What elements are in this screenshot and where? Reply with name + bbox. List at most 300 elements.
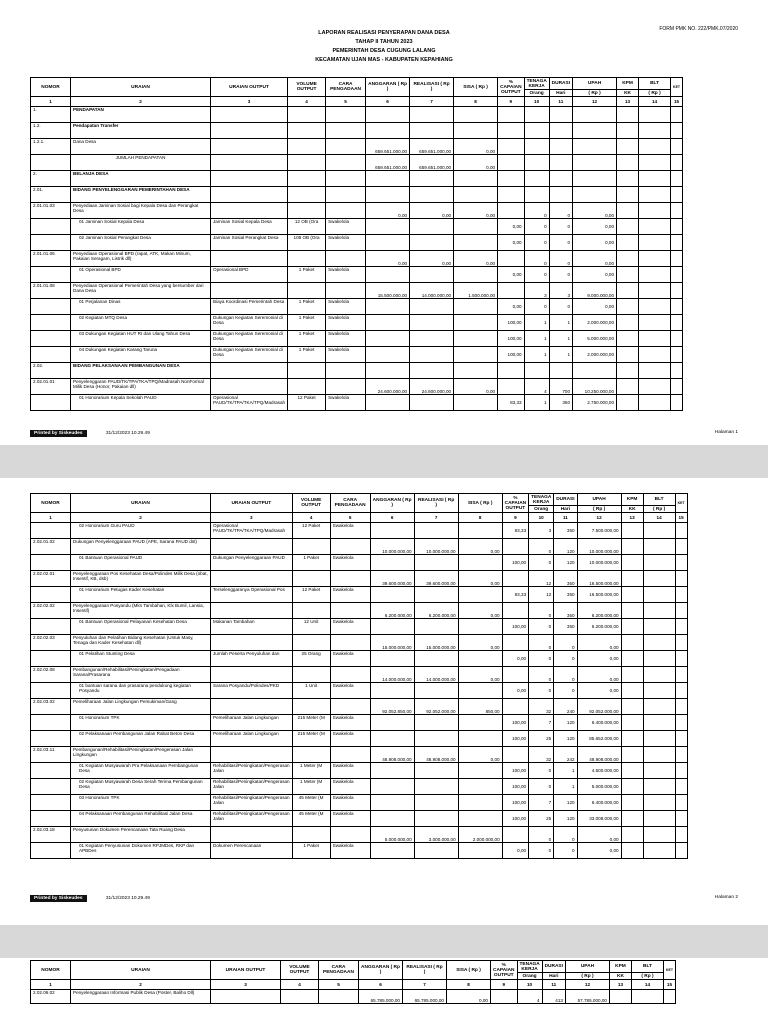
cell-sisa xyxy=(454,331,498,347)
cell-sisa xyxy=(454,363,498,379)
cell-no: 2.02.02.02 xyxy=(31,603,71,619)
cell-cara xyxy=(326,363,366,379)
cell-no xyxy=(31,763,71,779)
cell-dur: 413 xyxy=(542,990,565,1004)
header-upah-unit: ( Rp ) xyxy=(577,506,621,513)
cell-real xyxy=(410,187,454,203)
print-timestamp: 31/12/2023 10.29.49 xyxy=(105,896,150,901)
cell-ur: 01 Operasional BPD xyxy=(71,267,211,283)
cell-blt xyxy=(639,379,671,395)
cell-vol: 1 Paket xyxy=(292,843,330,859)
cell-cara: Swakelola xyxy=(330,619,370,635)
column-number: 11 xyxy=(554,513,577,523)
cell-cara xyxy=(326,107,366,123)
title-line-1: LAPORAN REALISASI PENYERAPAN DANA DESA xyxy=(318,30,450,36)
cell-real: 24.600.000,00 xyxy=(410,379,454,395)
cell-no xyxy=(31,811,71,827)
column-number: 7 xyxy=(403,980,447,990)
cell-out xyxy=(211,747,293,763)
cell-ang xyxy=(366,395,410,411)
cell-cap: 0,00 xyxy=(498,299,525,315)
cell-ket xyxy=(671,235,683,251)
header-uraian: URAIAN xyxy=(71,494,211,513)
cell-no xyxy=(31,779,71,795)
cell-tk xyxy=(524,155,549,171)
cell-cap xyxy=(498,171,525,187)
column-number-row xyxy=(31,97,683,107)
column-number: 1 xyxy=(31,513,71,523)
cell-blt xyxy=(639,123,671,139)
cell-sisa: 0,00 xyxy=(458,571,502,587)
header-capaian-output: % CAPAIAN OUTPUT xyxy=(491,961,518,980)
cell-real: 39.600.000,00 xyxy=(414,571,458,587)
report-title xyxy=(0,29,768,65)
cell-vol xyxy=(292,699,330,715)
cell-cap xyxy=(498,363,525,379)
cell-ur: Pemeliharaan Jalan Lingkungan Pemukiman/Gang xyxy=(71,699,211,715)
cell-tk: 0 xyxy=(529,555,554,571)
cell-cap: 0,00 xyxy=(498,267,525,283)
cell-kpm xyxy=(617,331,639,347)
cell-cara: Swakelola xyxy=(330,587,370,603)
cell-sisa: 0,00 xyxy=(454,203,498,219)
column-number-row xyxy=(31,980,676,990)
cell-vol: 1 Paket xyxy=(288,315,326,331)
cell-tk: 25 xyxy=(529,811,554,827)
cell-real: 0,00 xyxy=(410,251,454,267)
cell-out xyxy=(211,139,288,155)
cell-ket xyxy=(671,107,683,123)
cell-kpm xyxy=(621,731,643,747)
cell-ur: Pembangunan/Rehabilitasi/Peningkatan/Pengadaan Sarana/Prasarana xyxy=(71,667,211,683)
page-gap xyxy=(0,925,768,958)
cell-vol xyxy=(288,171,326,187)
cell-no xyxy=(31,267,71,283)
cell-ur: 01 Perjalanan Dinas xyxy=(71,299,211,315)
cell-ang xyxy=(366,187,410,203)
cell-tk: 0 xyxy=(529,779,554,795)
page-footer-2 xyxy=(30,895,738,902)
cell-blt xyxy=(639,107,671,123)
cell-real xyxy=(414,619,458,635)
cell-tk: 3 xyxy=(524,283,549,299)
cell-upah: 6.400.000,00 xyxy=(577,715,621,731)
header-kpm: KPM xyxy=(609,961,631,973)
header-row xyxy=(31,961,676,973)
cell-dur: 1 xyxy=(554,763,577,779)
cell-kpm xyxy=(617,219,639,235)
cell-real: 92.052.000,00 xyxy=(414,699,458,715)
cell-cara xyxy=(326,171,366,187)
header-realisasi: REALISASI ( Rp ) xyxy=(403,961,447,980)
table-row xyxy=(31,219,683,235)
cell-cap: 100,00 xyxy=(502,811,529,827)
column-number: 1 xyxy=(31,980,71,990)
cell-no: 2.02.03.02 xyxy=(31,699,71,715)
cell-cara: Swakelola xyxy=(330,683,370,699)
cell-cara xyxy=(326,203,366,219)
table-row xyxy=(31,315,683,331)
cell-out xyxy=(211,187,288,203)
cell-ur: 01 Bantuan Operasional Pelayanan Kesehatan Desa xyxy=(71,619,211,635)
cell-ur: 01 bantuan sarana dan prasarana pendukung kegiatan Posyandu xyxy=(71,683,211,699)
header-anggaran: ANGGARAN ( Rp ) xyxy=(370,494,414,513)
cell-cap: 0,00 xyxy=(498,219,525,235)
cell-sisa xyxy=(454,315,498,331)
cell-sisa xyxy=(454,123,498,139)
cell-kpm xyxy=(621,747,643,763)
cell-blt xyxy=(639,203,671,219)
header-uraian: URAIAN xyxy=(71,961,211,980)
cell-vol xyxy=(292,603,330,619)
cell-ang xyxy=(370,651,414,667)
header-durasi: DURASI xyxy=(554,494,577,506)
cell-no: 2.02.03.11 xyxy=(31,747,71,763)
cell-kpm xyxy=(617,171,639,187)
cell-ur: 03 Honorarium TPK xyxy=(71,795,211,811)
cell-vol: 215 Meter (M xyxy=(292,731,330,747)
cell-out xyxy=(211,990,281,1004)
table-row xyxy=(31,827,688,843)
cell-no: 1. xyxy=(31,107,71,123)
cell-upah xyxy=(573,139,617,155)
cell-no xyxy=(31,331,71,347)
table-row xyxy=(31,571,688,587)
cell-ang xyxy=(366,331,410,347)
header-cara-pengadaan: CARA PENGADAAN xyxy=(326,78,366,97)
cell-kpm xyxy=(621,555,643,571)
cell-cap: 100,00 xyxy=(498,315,525,331)
cell-no xyxy=(31,315,71,331)
cell-upah: 4.500.000,00 xyxy=(577,763,621,779)
cell-ur: 01 Jaminan Sosial Kepala Desa xyxy=(71,219,211,235)
cell-kpm xyxy=(617,347,639,363)
cell-real: 14.000.000,00 xyxy=(414,667,458,683)
header-upah-unit: ( Rp ) xyxy=(565,973,609,980)
cell-cara xyxy=(330,603,370,619)
header-uraian-output: URAIAN OUTPUT xyxy=(211,961,281,980)
cell-ur: 01 Pelatihan Stunting Desa xyxy=(71,651,211,667)
cell-ang: 659.651.000,00 xyxy=(366,139,410,155)
cell-cara: Swakelola xyxy=(330,555,370,571)
cell-upah: 0,00 xyxy=(573,203,617,219)
cell-kpm xyxy=(609,990,631,1004)
table-row xyxy=(31,155,683,171)
header-tenaga-kerja-unit: Orang xyxy=(529,506,554,513)
cell-cap xyxy=(502,667,529,683)
cell-tk xyxy=(524,123,549,139)
cell-real xyxy=(410,347,454,363)
cell-cara: Swakelola xyxy=(330,763,370,779)
cell-dur: 0 xyxy=(549,203,572,219)
cell-upah: 6.400.000,00 xyxy=(577,795,621,811)
cell-no xyxy=(31,715,71,731)
cell-ket xyxy=(675,539,687,555)
cell-out xyxy=(211,251,288,267)
cell-upah: 6.200.000,00 xyxy=(577,603,621,619)
page-number: Halaman 2 xyxy=(714,895,738,900)
header-kpm: KPM xyxy=(617,78,639,90)
cell-ur: 01 Kegiatan Penyusunan Dokumen RPJMDes, RKP dan APBDes xyxy=(71,843,211,859)
cell-cara: Swakelola xyxy=(326,315,366,331)
cell-tk: 0 xyxy=(529,539,554,555)
column-number: 12 xyxy=(565,980,609,990)
cell-kpm xyxy=(617,267,639,283)
cell-ang xyxy=(366,347,410,363)
cell-no xyxy=(31,651,71,667)
header-blt-unit: ( Rp ) xyxy=(639,90,671,97)
table-row xyxy=(31,667,688,683)
cell-cara: Swakelola xyxy=(330,731,370,747)
cell-dur: 1 xyxy=(554,779,577,795)
table-row xyxy=(31,347,683,363)
cell-upah: 0,00 xyxy=(577,667,621,683)
cell-vol: 45 Meter (M xyxy=(292,795,330,811)
cell-cara: Swakelola xyxy=(330,843,370,859)
cell-sisa xyxy=(458,587,502,603)
cell-ur: Penyelenggaraan Informasi Publik Desa (Poster, Baliho Dll) xyxy=(71,990,211,1004)
table-row xyxy=(31,187,683,203)
cell-sisa: 850,00 xyxy=(458,699,502,715)
column-number: 3 xyxy=(211,513,293,523)
cell-dur: 1 xyxy=(549,331,572,347)
column-number: 8 xyxy=(454,97,498,107)
cell-ang: 39.600.000,00 xyxy=(370,571,414,587)
cell-blt xyxy=(639,315,671,331)
cell-real xyxy=(410,315,454,331)
header-upah: UPAH xyxy=(573,78,617,90)
table-row xyxy=(31,235,683,251)
column-number: 8 xyxy=(458,513,502,523)
table-row xyxy=(31,715,688,731)
cell-cap: 100,00 xyxy=(502,619,529,635)
cell-tk: 1 xyxy=(524,395,549,411)
cell-no xyxy=(31,235,71,251)
cell-tk: 0 xyxy=(529,603,554,619)
cell-ket xyxy=(675,731,687,747)
cell-ket xyxy=(675,603,687,619)
cell-sisa xyxy=(454,347,498,363)
cell-out xyxy=(211,203,288,219)
cell-tk: 12 xyxy=(529,587,554,603)
cell-sisa xyxy=(458,811,502,827)
cell-no: 2.02.02.01 xyxy=(31,571,71,587)
cell-no: 2.01. xyxy=(31,187,71,203)
cell-ket xyxy=(671,171,683,187)
cell-dur: 240 xyxy=(554,699,577,715)
cell-blt xyxy=(643,667,675,683)
cell-no xyxy=(31,795,71,811)
cell-vol xyxy=(292,635,330,651)
cell-dur xyxy=(549,155,572,171)
cell-out xyxy=(211,155,288,171)
cell-upah: 0,00 xyxy=(577,827,621,843)
column-number: 6 xyxy=(370,513,414,523)
cell-ur: Penyelenggaran PAUD/TK/TPA/TKA/TPQ/Madrasah NonFormal Milik Desa (Honor, Pakaian dll) xyxy=(71,379,211,395)
cell-no xyxy=(31,843,71,859)
cell-upah: 0,00 xyxy=(573,267,617,283)
cell-cara: Swakelola xyxy=(326,219,366,235)
cell-blt xyxy=(631,990,663,1004)
cell-blt xyxy=(639,331,671,347)
cell-no xyxy=(31,619,71,635)
cell-sisa xyxy=(458,731,502,747)
cell-upah: 2.000.000,00 xyxy=(573,347,617,363)
cell-kpm xyxy=(621,651,643,667)
cell-ket xyxy=(671,219,683,235)
cell-blt xyxy=(639,251,671,267)
cell-tk: 0 xyxy=(524,235,549,251)
cell-dur: 0 xyxy=(554,667,577,683)
cell-ur: JUMLAH PENDAPATAN xyxy=(71,155,211,171)
cell-tk: 0 xyxy=(529,619,554,635)
cell-cap xyxy=(498,379,525,395)
column-number: 4 xyxy=(281,980,319,990)
cell-cara xyxy=(330,699,370,715)
cell-dur: 120 xyxy=(554,715,577,731)
table-row xyxy=(31,555,688,571)
cell-tk: 12 xyxy=(529,571,554,587)
cell-ur: BELANJA DESA xyxy=(71,171,211,187)
table-row xyxy=(31,395,683,411)
cell-kpm xyxy=(621,699,643,715)
cell-sisa xyxy=(458,779,502,795)
cell-out: Sarana Posyandu/Polindes/PKD xyxy=(211,683,293,699)
cell-ket xyxy=(675,795,687,811)
cell-kpm xyxy=(617,187,639,203)
cell-ang xyxy=(366,299,410,315)
cell-kpm xyxy=(621,795,643,811)
cell-upah: 16.500.000,00 xyxy=(577,587,621,603)
cell-kpm xyxy=(617,155,639,171)
column-number: 8 xyxy=(447,980,491,990)
cell-dur: 120 xyxy=(554,795,577,811)
cell-tk: 0 xyxy=(524,251,549,267)
report-table-page-2 xyxy=(30,493,688,859)
cell-out: Operasional PAUD/TK/TPA/TKA/TPQ/Madrasah xyxy=(211,523,293,539)
cell-tk xyxy=(524,171,549,187)
cell-kpm xyxy=(617,283,639,299)
header-nomor: NOMOR xyxy=(31,961,71,980)
cell-real: 14.000.000,00 xyxy=(410,283,454,299)
cell-out xyxy=(211,539,293,555)
cell-vol: 1 Paket xyxy=(288,299,326,315)
table-row xyxy=(31,731,688,747)
header-durasi-unit: Hari xyxy=(542,973,565,980)
cell-real xyxy=(414,779,458,795)
header-sisa: SISA ( Rp ) xyxy=(447,961,491,980)
cell-ang xyxy=(370,811,414,827)
cell-upah: 9.000.000,00 xyxy=(573,283,617,299)
cell-sisa xyxy=(458,523,502,539)
cell-ket xyxy=(671,299,683,315)
cell-out xyxy=(211,123,288,139)
cell-ket xyxy=(675,827,687,843)
cell-real xyxy=(410,171,454,187)
printed-by-badge: Printed by Siskeudes xyxy=(30,430,87,437)
cell-cap xyxy=(498,155,525,171)
cell-dur xyxy=(549,139,572,155)
cell-no: 2.02.01.02 xyxy=(31,539,71,555)
cell-tk xyxy=(524,363,549,379)
cell-real xyxy=(410,331,454,347)
cell-out: Rehabilitasi/Peningkatan/Pengerasan Jalan xyxy=(211,763,293,779)
column-number: 4 xyxy=(292,513,330,523)
cell-cara: Swakelola xyxy=(326,235,366,251)
cell-blt xyxy=(639,155,671,171)
table-row xyxy=(31,139,683,155)
cell-real xyxy=(414,843,458,859)
cell-dur: 1 xyxy=(549,347,572,363)
column-number: 6 xyxy=(359,980,403,990)
cell-ur: Penyediaan Jaminan Sosial bagi Kepala Desa dan Perangkat Desa xyxy=(71,203,211,219)
column-number: 5 xyxy=(330,513,370,523)
cell-upah xyxy=(573,107,617,123)
cell-ang: 15.500.000,00 xyxy=(366,283,410,299)
cell-ang xyxy=(370,587,414,603)
cell-ur: Penyelenggaraan Pos Kesehatan Desa/Polindes Milik Desa (obat, Insentif, KB, dsb) xyxy=(71,571,211,587)
cell-blt xyxy=(639,363,671,379)
cell-tk: 0 xyxy=(524,219,549,235)
cell-cap xyxy=(498,251,525,267)
cell-out: Dukungan Kegiatan Seremonial di Desa xyxy=(211,347,288,363)
cell-tk: 0 xyxy=(529,827,554,843)
cell-vol xyxy=(288,107,326,123)
cell-ur: 01 Honorarium Petugas Kader Kesehatan xyxy=(71,587,211,603)
column-number: 3 xyxy=(211,97,288,107)
header-volume-output: VOLUME OUTPUT xyxy=(288,78,326,97)
cell-ket xyxy=(675,571,687,587)
cell-out: Dukungan Kegiatan Seremonial di Desa xyxy=(211,315,288,331)
cell-blt xyxy=(639,219,671,235)
column-number: 5 xyxy=(319,980,359,990)
table-row xyxy=(31,523,688,539)
table-row xyxy=(31,363,683,379)
header-realisasi: REALISASI ( Rp ) xyxy=(410,78,454,97)
cell-vol xyxy=(292,539,330,555)
cell-blt xyxy=(639,235,671,251)
cell-kpm xyxy=(617,235,639,251)
column-number: 10 xyxy=(529,513,554,523)
cell-sisa: 0,00 xyxy=(458,539,502,555)
cell-dur: 120 xyxy=(554,811,577,827)
cell-no xyxy=(31,219,71,235)
cell-out: Pemeliharaan Jalan Lingkungan xyxy=(211,731,293,747)
cell-vol: 1 Meter (M xyxy=(292,779,330,795)
cell-no: 1.2.1. xyxy=(31,139,71,155)
cell-ur: 02 Kegiatan MTQ Desa xyxy=(71,315,211,331)
cell-ket xyxy=(671,267,683,283)
cell-sisa xyxy=(454,395,498,411)
cell-cap xyxy=(498,139,525,155)
column-number: 9 xyxy=(498,97,525,107)
report-page-3 xyxy=(0,958,768,1024)
cell-sisa: 0,00 xyxy=(458,747,502,763)
cell-cara xyxy=(326,155,366,171)
cell-blt xyxy=(639,139,671,155)
cell-vol: 215 Meter (M xyxy=(292,715,330,731)
cell-upah: 85.652.000,00 xyxy=(577,731,621,747)
cell-sisa: 0,00 xyxy=(458,635,502,651)
cell-ang xyxy=(370,843,414,859)
cell-dur: 120 xyxy=(554,555,577,571)
cell-tk xyxy=(524,139,549,155)
cell-tk: 25 xyxy=(529,731,554,747)
cell-real xyxy=(414,555,458,571)
cell-upah: 10.000.000,00 xyxy=(577,555,621,571)
cell-blt xyxy=(639,395,671,411)
cell-blt xyxy=(643,555,675,571)
